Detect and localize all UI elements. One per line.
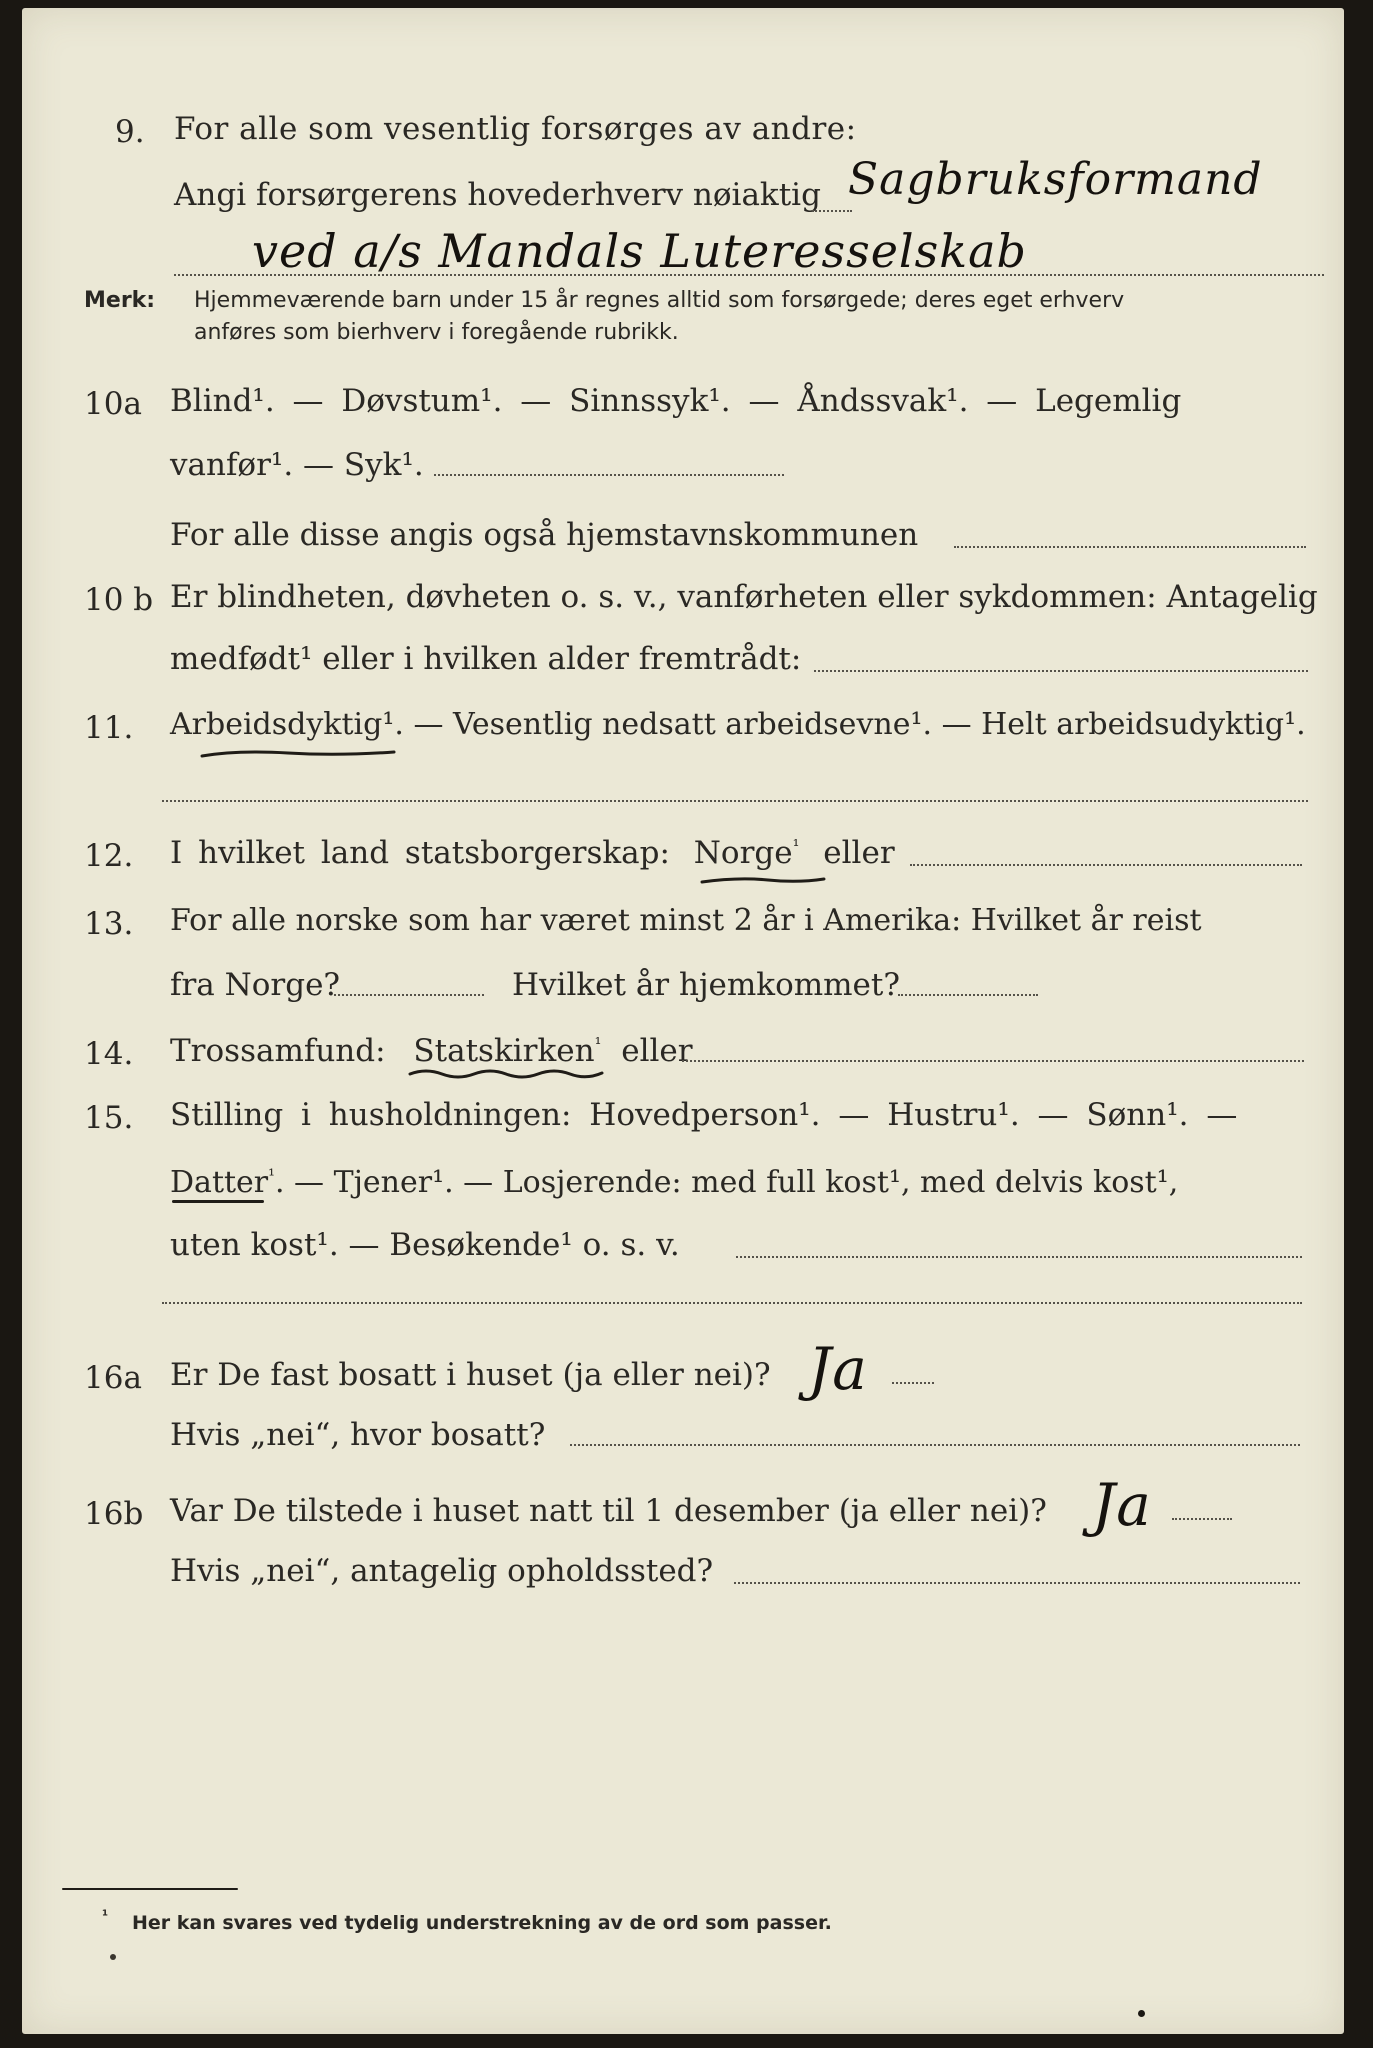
q9-line1: For alle som vesentlig forsørges av andre: [174, 111, 857, 147]
q11-arbeidsdyktig-underline [198, 746, 398, 762]
q14-statskirken-underline [406, 1066, 606, 1082]
footnote-mark: ¹ [102, 1908, 109, 1924]
q13-reist-line [334, 994, 484, 996]
q12-norge-underline [698, 874, 828, 888]
q13-line2b: Hvilket år hjemkommet? [512, 967, 900, 1003]
q16a-number: 16a [84, 1360, 142, 1396]
q13-hjemkommet-line [898, 994, 1038, 996]
q14-eller-line [682, 1060, 1304, 1062]
q15-besokende-line [736, 1256, 1302, 1258]
q15-footnote-mark: ¹ [268, 1166, 275, 1186]
q9-number: 9. [115, 114, 145, 150]
q13-number: 13. [84, 906, 134, 942]
ink-dot [1138, 2010, 1145, 2017]
ink-speck [110, 1954, 116, 1960]
q16b-handwritten-answer: Ja [1092, 1471, 1152, 1539]
q10a-number: 10a [84, 386, 142, 422]
q12-eller-line [910, 864, 1302, 866]
q14-eller: eller [621, 1033, 693, 1069]
merk-note [84, 286, 155, 317]
q12-line [170, 835, 895, 871]
q16a-answer-line [892, 1382, 934, 1384]
q10a-line2: vanfør¹. — Syk¹. [170, 447, 424, 483]
q14-number: 14. [84, 1036, 134, 1072]
q15-answer-line [162, 1302, 1302, 1304]
q10b-alder-line [814, 670, 1308, 672]
q12-norge: Norge [693, 835, 793, 871]
q9-dotted-line [812, 210, 852, 212]
q16a-handwritten-answer: Ja [808, 1335, 868, 1403]
q15-datter: Datter [170, 1165, 269, 1200]
q16b-line2: Hvis „nei“, antagelig opholdssted? [170, 1553, 714, 1589]
q12-text: I hvilket land statsborgerskap: [170, 835, 670, 871]
q10b-line2: medfødt¹ eller i hvilken alder fremtrådt: [170, 641, 802, 677]
merk-label: Merk: [84, 288, 156, 313]
q9-line2: Angi forsørgerens hovederhverv nøiaktig [174, 177, 821, 213]
q14-statskirken: Statskirken [413, 1033, 595, 1069]
q16a-line1: Er De fast bosatt i huset (ja eller nei)? [170, 1357, 771, 1393]
q9-answer-line [174, 274, 1324, 276]
q10a-line1: Blind¹. — Døvstum¹. — Sinnssyk¹. — Åndssvak¹. — Legemlig [170, 383, 1182, 419]
footnote-text: Her kan svares ved tydelig understrekning av de ord som passer. [132, 1912, 832, 1934]
q14-line [170, 1033, 693, 1069]
q13-line1: For alle norske som har været minst 2 år i Amerika: Hvilket år reist [170, 903, 1202, 938]
q15-line2 [170, 1165, 1179, 1200]
q16b-opholdssted-line [734, 1582, 1300, 1584]
census-form-page [22, 8, 1344, 2034]
q9-handwritten-employer: ved a/s Mandals Luteresselskab [252, 224, 1027, 278]
q16b-number: 16b [84, 1496, 144, 1532]
q11-number: 11. [84, 710, 134, 746]
q11-line1: Arbeidsdyktig¹. — Vesentlig nedsatt arbeidsevne¹. — Helt arbeidsudyktig¹. [170, 707, 1306, 742]
q14-text: Trossamfund: [170, 1033, 386, 1069]
q10a-hjemstavn-line [954, 546, 1306, 548]
q15-line3: uten kost¹. — Besøkende¹ o. s. v. [170, 1227, 680, 1263]
q10a-syk-line [434, 474, 784, 476]
merk-line1: Hjemmeværende barn under 15 år regnes alltid som forsørgede; deres eget erhverv [194, 288, 1125, 313]
q15-line2-rest: . — Tjener¹. — Losjerende: med full kost¹, med delvis kost¹, [274, 1165, 1179, 1200]
q11-answer-line [162, 800, 1308, 802]
q13-line2a: fra Norge? [170, 967, 341, 1003]
q10b-number: 10 b [84, 582, 154, 618]
q15-line1: Stilling i husholdningen: Hovedperson¹. — Hustru¹. — Sønn¹. — [170, 1097, 1238, 1133]
q14-footnote-mark: ¹ [594, 1034, 602, 1055]
q16a-line2: Hvis „nei“, hvor bosatt? [170, 1417, 546, 1453]
footnote-rule [62, 1888, 238, 1890]
q16b-answer-line [1172, 1518, 1232, 1520]
q16b-line1: Var De tilstede i huset natt til 1 desember (ja eller nei)? [170, 1493, 1047, 1529]
q9-handwritten-occupation: Sagbruksformand [848, 154, 1263, 205]
q15-number: 15. [84, 1100, 134, 1136]
q12-number: 12. [84, 838, 134, 874]
q15-datter-underline [172, 1200, 264, 1203]
q10b-line1: Er blindheten, døvheten o. s. v., vanførheten eller sykdommen: Antagelig [170, 579, 1318, 615]
q12-eller: eller [823, 835, 895, 871]
merk-line2: anføres som bierhverv i foregående rubrikk. [194, 320, 679, 345]
q12-footnote-mark: ¹ [792, 836, 800, 857]
q16a-bosatt-line [570, 1444, 1300, 1446]
q10a-line3: For alle disse angis også hjemstavnskommunen [170, 517, 919, 553]
